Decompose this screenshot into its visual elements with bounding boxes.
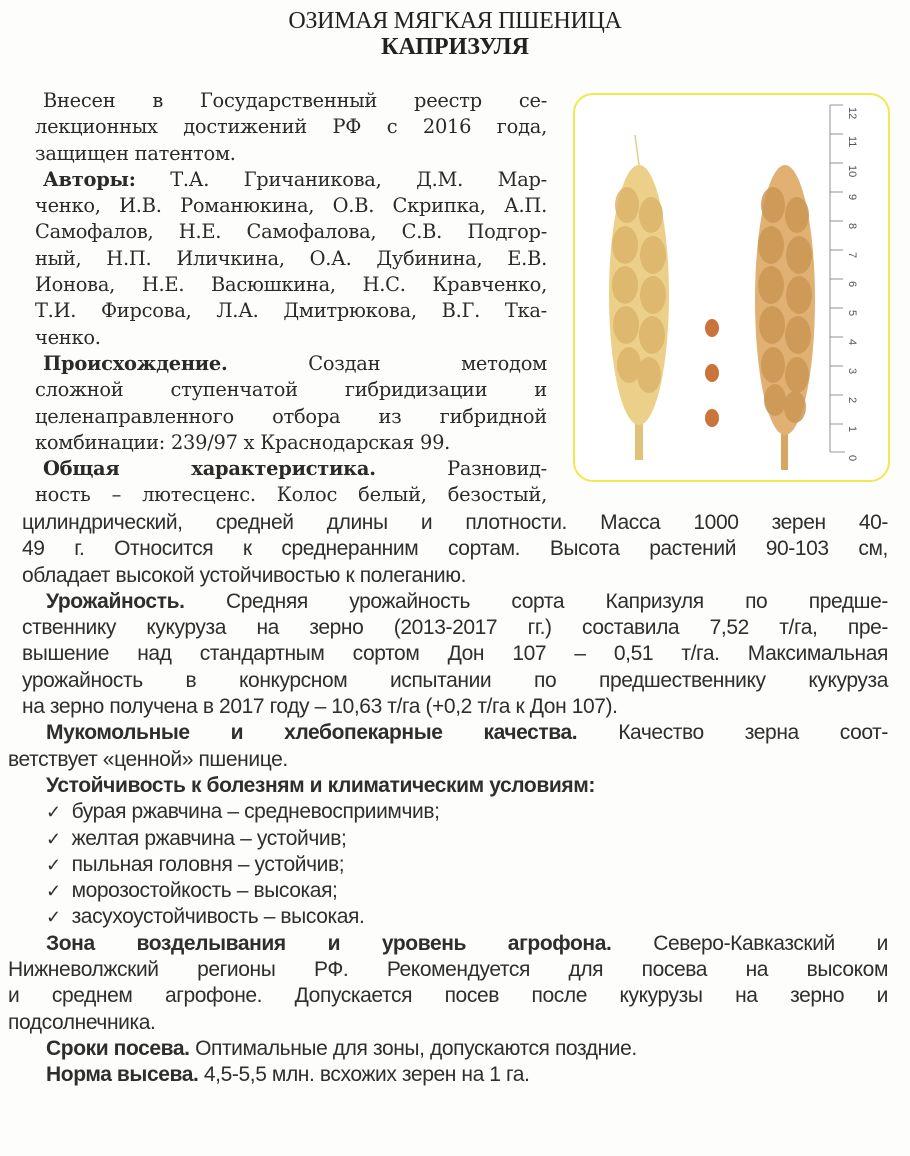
- wheat-ear-right-icon: [755, 165, 815, 470]
- svg-text:9: 9: [846, 194, 858, 201]
- general-line: 49 г. Относится к среднеранним сортам. Высота растений 90-103 см,: [22, 537, 888, 561]
- checkmark-icon: ✓: [46, 828, 61, 849]
- zone-line: Нижневолжский регионы РФ. Рекомендуется для посева на высоком: [8, 958, 888, 982]
- origin-line: сложной ступенчатой гибридизации и: [35, 378, 547, 402]
- resistance-item: ✓ бурая ржавчина – средневосприимчив;: [46, 800, 440, 824]
- seeding-rate: Норма высева. 4,5-5,5 млн. всхожих зерен на 1 га.: [46, 1063, 530, 1087]
- authors-line: ченко, И.В. Романюкина, О.В. Скрипка, А.П.: [35, 194, 547, 218]
- resistance-item: ✓ морозостойкость – высокая;: [46, 879, 338, 903]
- wheat-ear-left-icon: [609, 135, 669, 460]
- origin-first-line: Происхождение. Создан методом: [43, 351, 547, 375]
- sowing-time: Сроки посева. Оптимальные для зоны, допускаются поздние.: [46, 1036, 637, 1060]
- general-line: цилиндрический, средней длины и плотности. Масса 1000 зерен 40-: [22, 511, 888, 534]
- intro-line: Внесен в Государственный реестр се-: [43, 89, 547, 112]
- sowing-time-label: Сроки посева.: [46, 1036, 190, 1060]
- origin-label: Происхождение.: [43, 351, 228, 375]
- general-first-line: Общая характеристика. Разновид-: [43, 457, 547, 481]
- resistance-item: ✓ желтая ржавчина – устойчив;: [46, 826, 347, 850]
- resistance-item: ✓ засухоустойчивость – высокая.: [46, 905, 365, 929]
- authors-label: Авторы:: [43, 167, 136, 191]
- page-title: ОЗИМАЯ МЯГКАЯ ПШЕНИЦА: [288, 8, 622, 34]
- svg-text:12: 12: [846, 107, 858, 120]
- yield-first-line: Урожайность. Средняя урожайность сорта Капризуля по предше-: [46, 589, 888, 613]
- svg-text:6: 6: [846, 281, 858, 288]
- resistance-item: ✓ пыльная головня – устойчив;: [46, 852, 345, 876]
- general-line: ность – лютесценс. Колос белый, безостый,: [35, 483, 547, 507]
- authors-line: Ионова, Н.Е. Васюшкина, Н.С. Кравченко,: [35, 273, 547, 297]
- checkmark-icon: ✓: [46, 802, 61, 823]
- baking-label: Мукомольные и хлебопекарные качества.: [46, 721, 578, 745]
- svg-text:10: 10: [846, 165, 858, 178]
- authors-line: Самофалов, Н.Е. Самофалова, С.В. Подгор-: [35, 220, 547, 244]
- narrow-column: [35, 88, 547, 509]
- authors-line: Т.И. Фирсова, Л.А. Дмитрюкова, В.Г. Тка-: [35, 299, 547, 323]
- baking-first-line: Мукомольные и хлебопекарные качества. Качество зерна соот-: [46, 721, 888, 745]
- checkmark-icon: ✓: [46, 881, 61, 902]
- intro-line: лекционных достижений РФ с 2016 года,: [35, 115, 547, 139]
- baking-line: ветствует «ценной» пшенице.: [8, 747, 288, 771]
- seeding-rate-label: Норма высева.: [46, 1063, 199, 1087]
- authors-line: ный, Н.П. Иличкина, О.А. Дубинина, Е.В.: [35, 246, 547, 270]
- resistance-heading: Устойчивость к болезням и климатическим условиям:: [46, 773, 595, 797]
- yield-line: ственнику кукуруза на зерно (2013-2017 гг.) составила 7,52 т/га, пре-: [22, 616, 888, 640]
- svg-text:5: 5: [846, 310, 858, 317]
- svg-text:8: 8: [846, 223, 858, 230]
- yield-line: вышение над стандартным сортом Дон 107 – 0,51 т/га. Максимальная: [22, 642, 888, 666]
- authors-line: ченко.: [35, 325, 101, 349]
- svg-text:1: 1: [846, 426, 858, 433]
- yield-line: на зерно получена в 2017 году – 10,63 т/га (+0,2 т/га к Дон 107).: [22, 695, 618, 719]
- svg-text:3: 3: [846, 368, 858, 375]
- checkmark-icon: ✓: [46, 907, 61, 928]
- variety-name: КАПРИЗУЛЯ: [381, 34, 529, 60]
- svg-text:11: 11: [846, 136, 858, 148]
- general-line: обладает высокой устойчивостью к полеганию.: [22, 563, 467, 587]
- ruler-icon: [830, 105, 845, 452]
- origin-line: комбинации: 239/97 х Краснодарская 99.: [35, 430, 451, 454]
- origin-line: целенаправленного отбора из гибридной: [35, 404, 547, 428]
- wheat-ears-illustration: [575, 95, 888, 480]
- svg-text:4: 4: [846, 339, 858, 346]
- zone-label: Зона возделывания и уровень агрофона.: [46, 931, 612, 955]
- grain-icon: [705, 319, 719, 427]
- general-continued: [8, 510, 888, 1089]
- wheat-photo: [573, 93, 890, 482]
- authors-first-line: Авторы: Т.А. Гричаникова, Д.М. Мар-: [43, 167, 547, 191]
- svg-text:2: 2: [846, 397, 858, 404]
- svg-text:7: 7: [846, 252, 858, 259]
- svg-text:0: 0: [846, 455, 858, 462]
- checkmark-icon: ✓: [46, 854, 61, 875]
- zone-first-line: Зона возделывания и уровень агрофона. Северо-Кавказский и: [46, 931, 888, 955]
- yield-label: Урожайность.: [46, 589, 185, 613]
- intro-line: защищен патентом.: [35, 141, 236, 165]
- yield-line: урожайность в конкурсном испытании по предшественнику кукуруза: [22, 668, 888, 692]
- general-label: Общая характеристика.: [43, 457, 376, 481]
- zone-line: подсолнечника.: [8, 1010, 156, 1034]
- zone-line: и среднем агрофоне. Допускается посев после кукурузы на зерно и: [8, 984, 888, 1008]
